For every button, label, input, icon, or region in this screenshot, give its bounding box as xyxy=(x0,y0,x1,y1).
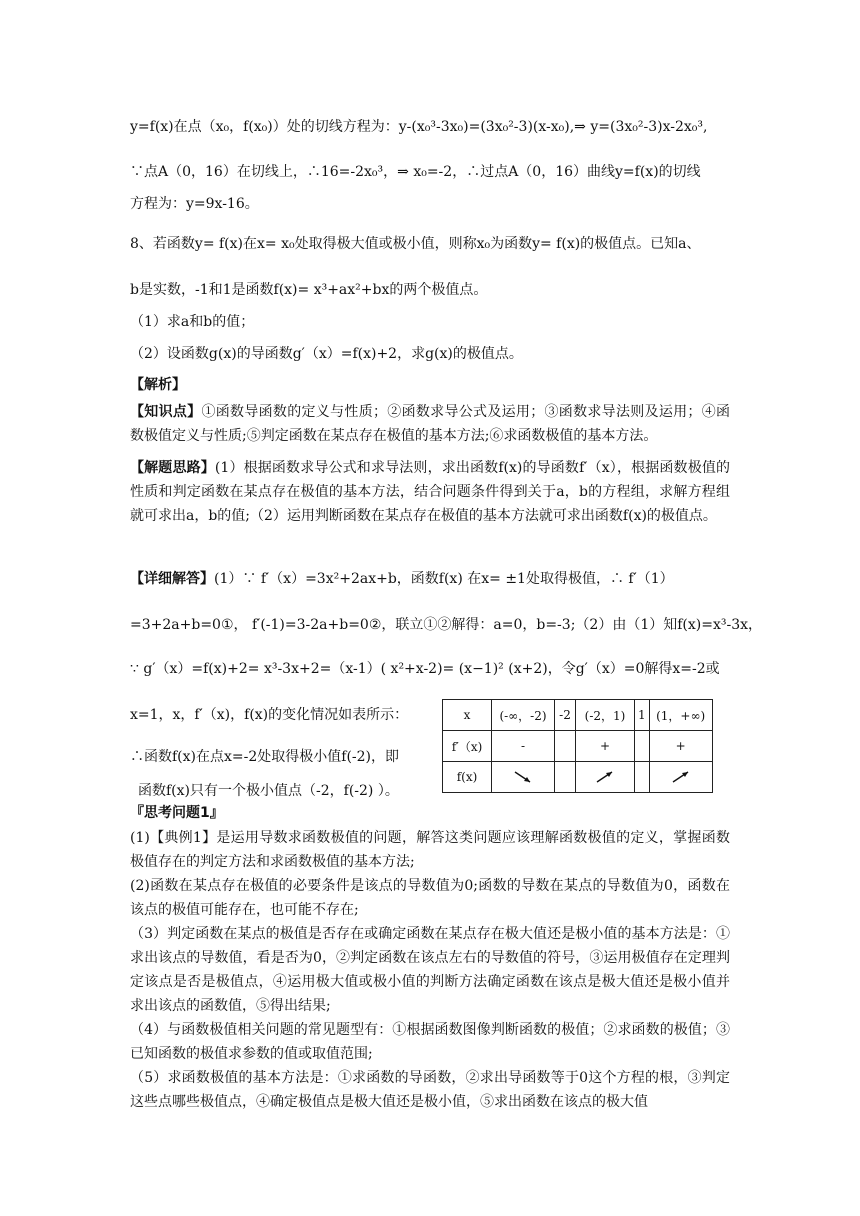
table-cell: (-2，1) xyxy=(576,700,635,731)
line-1: y=f(x)在点（x₀，f(x₀)）处的切线方程为：y-(x₀³-3x₀)=(3x₀²-3)(x-x₀),⇒ y=(3x₀²-3)x-2x₀³, xyxy=(130,119,708,135)
problem-8-line-1: 8、若函数y= f(x)在x= x₀处取得极大值或极小值，则称x₀为函数y= f(x)的极值点。已知a、 xyxy=(130,236,701,252)
think-point-4: （4）与函数极值相关问题的常见题型有：①根据函数图像判断函数的极值；②求函数的极值；③已知函数的极值求参数的值或取值范围; xyxy=(130,1022,730,1062)
table-cell: f′（x) xyxy=(443,731,492,762)
solution-idea-heading: 【解题思路】 xyxy=(130,460,215,476)
table-cell xyxy=(555,731,576,762)
solution-idea xyxy=(130,456,730,528)
table-cell: (-∞，-2) xyxy=(492,700,555,731)
up-arrow-icon xyxy=(595,770,615,784)
detail-answer-line-4: x=1，x，f′（x)，f(x)的变化情况如表所示： xyxy=(130,707,409,723)
table-cell: + xyxy=(576,731,635,762)
detail-answer-text-1: (1）∵ f′（x）=3x²+2ax+b，函数f(x) 在x= ±1处取得极值，∴ f′（1） xyxy=(214,571,674,587)
question-2: （2）设函数g(x)的导函数g′（x）=f(x)+2，求g(x)的极值点。 xyxy=(130,346,523,362)
table-cell: -2 xyxy=(555,700,576,731)
table-row xyxy=(443,762,713,793)
table-cell: + xyxy=(649,731,712,762)
detail-answer-line-1 xyxy=(130,570,674,588)
think-point-1: (1)【典例1】是运用导数求函数极值的问题，解答这类问题应该理解函数极值的定义，掌握函数极值存在的判定方法和求函数极值的基本方法; xyxy=(130,830,730,870)
table-cell xyxy=(492,762,555,793)
table-cell xyxy=(649,762,712,793)
table-cell xyxy=(635,762,650,793)
table-cell: x xyxy=(443,700,492,731)
table-cell: f(x) xyxy=(443,762,492,793)
question-1: （1）求a和b的值； xyxy=(130,314,255,330)
table-cell: 1 xyxy=(635,700,650,731)
line-2: ∵点A（0，16）在切线上，∴16=-2x₀³，⇒ x₀=-2，∴过点A（0，16）曲线y=f(x)的切线 xyxy=(130,164,701,180)
knowledge-point-heading: 【知识点】 xyxy=(130,404,202,420)
knowledge-point-text: ①函数导函数的定义与性质；②函数求导公式及运用；③函数求导法则及运用；④函数极值定义与性质;⑤判定函数在某点存在极值的基本方法;⑥求函数极值的基本方法。 xyxy=(130,404,731,444)
think-question-heading: 『思考问题1』 xyxy=(130,805,224,821)
detail-answer-line-2: =3+2a+b=0①， f′(-1)=3-2a+b=0②，联立①②解得：a=0，b=-3;（2）由（1）知f(x)=x³-3x， xyxy=(130,617,762,633)
up-arrow-icon xyxy=(671,770,691,784)
table-cell: - xyxy=(492,731,555,762)
detail-answer-line-6: 函数f(x)只有一个极小值点（-2，f(-2) ）。 xyxy=(138,783,399,799)
knowledge-point xyxy=(130,400,730,448)
table-cell xyxy=(555,762,576,793)
think-point-3: （3）判定函数在某点的极值是否存在或确定函数在某点存在极大值还是极小值的基本方法是：①求出该点的导数值，看是否为0，②判定函数在该点左右的导数值的符号，③运用极值存在定理判定该点是否是极值点，④运用极大值或极小值的判断方法确定函数在该点是极大值还是极小值并求出该点的函数值，⑤得出结果; xyxy=(130,926,730,1014)
table-cell: (1，+∞) xyxy=(649,700,712,731)
down-arrow-icon xyxy=(513,770,533,784)
table-cell xyxy=(576,762,635,793)
detail-answer-line-5: ∴函数f(x)在点x=-2处取得极小值f(-2)，即 xyxy=(130,749,400,765)
table-cell xyxy=(635,731,650,762)
think-point-5: （5）求函数极值的基本方法是：①求函数的导函数，②求出导函数等于0这个方程的根，③判定这些点哪些极值点，④确定极值点是极大值还是极小值，⑤求出函数在该点的极大值 xyxy=(130,1070,730,1110)
line-3: 方程为：y=9x-16。 xyxy=(130,196,259,212)
problem-8-line-2: b是实数，-1和1是函数f(x)= x³+ax²+bx的两个极值点。 xyxy=(130,282,488,298)
jiexi-heading: 【解析】 xyxy=(130,377,186,393)
detail-answer-heading: 【详细解答】 xyxy=(130,571,214,587)
detail-answer-line-3: ∵ g′（x）=f(x)+2= x³-3x+2=（x-1）( x²+x-2)= (x−1)² (x+2)，令g′（x）=0解得x=-2或 xyxy=(130,661,720,677)
table-row xyxy=(443,700,713,731)
table-row xyxy=(443,731,713,762)
think-point-2: (2)函数在某点存在极值的必要条件是该点的导数值为0;函数的导数在某点的导数值为0，函数在该点的极值可能存在，也可能不存在; xyxy=(130,878,730,918)
variation-table xyxy=(442,699,713,793)
solution-idea-text: (1）根据函数求导公式和求导法则，求出函数f(x)的导函数f′（x），根据函数极值的性质和判定函数在某点存在极值的基本方法，结合问题条件得到关于a，b的方程组，求解方程组就可求出a，b的值;（2）运用判断函数在某点存在极值的基本方法就可求出函数f(x)的极值点。 xyxy=(130,460,731,524)
